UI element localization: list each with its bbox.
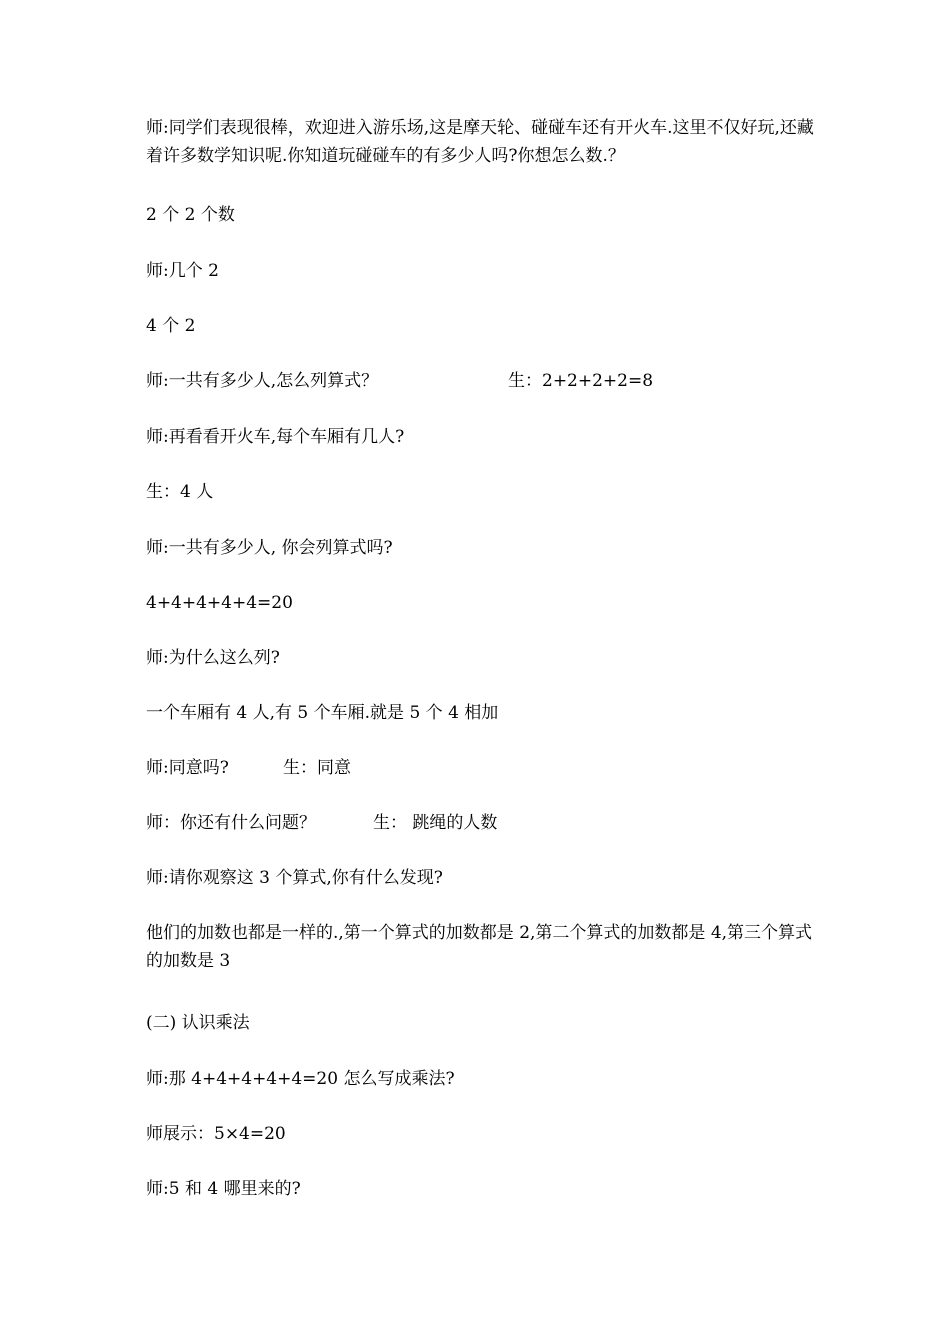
paragraph-count-by-two: 2 个 2 个数 [146,205,235,225]
student-jump-rope: 生： 跳绳的人数 [373,813,498,833]
paragraph-intro: 师:同学们表现很棒，欢迎进入游乐场,这是摩天轮、碰碰车还有开火车.这里不仅好玩,还藏着许多数学知识呢.你知道玩碰碰车的有多少人吗?你想怎么数.？ [146,118,814,166]
paragraph-other-questions [146,810,826,836]
teacher-question: 师:一共有多少人,怎么列算式？ [146,371,379,391]
paragraph-four-people: 生：4 人 [146,482,214,502]
student-agree-answer: 生：同意 [283,758,351,778]
paragraph-how-many-twos: 师:几个 2 [146,261,219,281]
paragraph-teacher-shows: 师展示：5×4=20 [146,1124,286,1144]
teacher-other-question: 师：你还有什么问题？ [146,813,316,833]
section-heading-multiplication: (二) 认识乘法 [146,1013,250,1033]
paragraph-can-you-write: 师:一共有多少人, 你会列算式吗? [146,538,393,558]
paragraph-where-from: 师:5 和 4 哪里来的? [146,1179,301,1199]
paragraph-equation-twenty: 4+4+4+4+4=20 [146,593,293,613]
paragraph-five-fours: 一个车厢有 4 人,有 5 个车厢.就是 5 个 4 相加 [146,703,499,723]
teacher-agree-question: 师:同意吗? [146,758,229,778]
paragraph-why: 师:为什么这么列? [146,648,280,668]
paragraph-write-as-multiplication: 师:那 4+4+4+4+4=20 怎么写成乘法? [146,1069,455,1089]
student-answer: 生：2+2+2+2=8 [508,371,654,391]
paragraph-four-twos: 4 个 2 [146,316,196,336]
paragraph-train-question: 师:再看看开火车,每个车厢有几人? [146,427,405,447]
paragraph-teacher-question-total [146,368,826,394]
paragraph-agree [146,755,826,781]
paragraph-addends-same: 他们的加数也都是一样的.,第一个算式的加数都是 2,第二个算式的加数都是 4,第三个算式的加数是 3 [146,923,813,971]
paragraph-observe: 师:请你观察这 3 个算式,你有什么发现? [146,868,443,888]
